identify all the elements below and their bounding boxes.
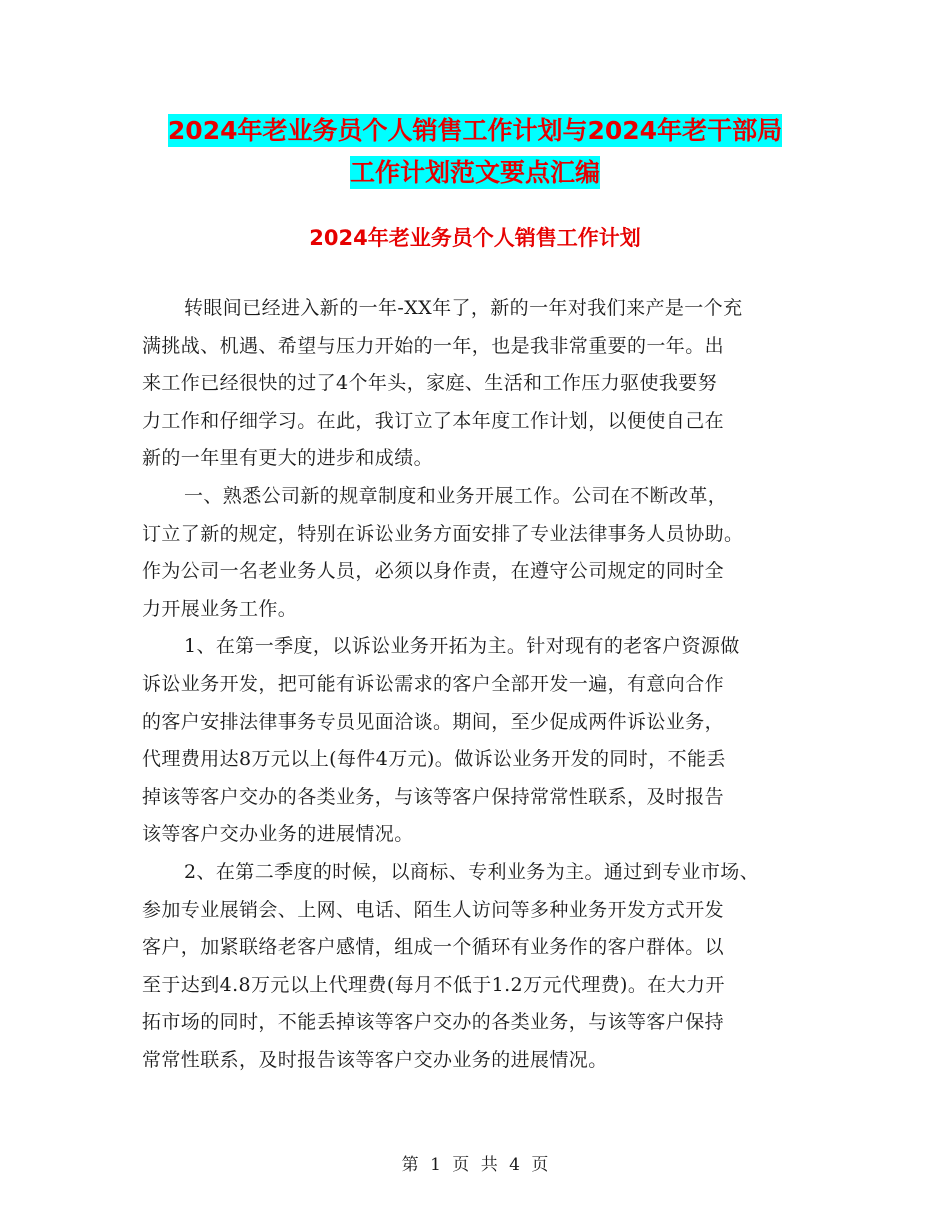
document-title-text-1: 2024年老业务员个人销售工作计划与2024年老干部局 <box>167 116 783 145</box>
paragraph-4-line-3: 客户，加紧联络老客户感情，组成一个循环有业务作的客户群体。以 <box>142 936 725 959</box>
paragraph-4-line-1: 2、在第二季度的时候，以商标、专利业务为主。通过到专业市场、 <box>184 860 760 883</box>
page-footer: 第 1 页 共 4 页 <box>401 1155 549 1175</box>
paragraph-3-line-6: 该等客户交办业务的进展情况。 <box>142 823 414 846</box>
paragraph-3-line-3: 的客户安排法律事务专员见面洽谈。期间，至少促成两件诉讼业务， <box>142 710 725 733</box>
paragraph-1-line-5: 新的一年里有更大的进步和成绩。 <box>142 447 434 470</box>
document-body <box>142 290 822 1079</box>
paragraph-2-line-3: 作为公司一名老业务人员，必须以身作责，在遵守公司规定的同时全 <box>142 560 725 583</box>
paragraph-2-line-4: 力开展业务工作。 <box>142 597 298 620</box>
paragraph-1-line-4: 力工作和仔细学习。在此，我订立了本年度工作计划，以便使自己在 <box>142 409 725 432</box>
paragraph-4-line-4: 至于达到4.8万元以上代理费(每月不低于1.2万元代理费)。在大力开 <box>142 973 725 996</box>
paragraph-3-line-2: 诉讼业务开发，把可能有诉讼需求的客户全部开发一遍，有意向合作 <box>142 672 725 695</box>
paragraph-1-line-3: 来工作已经很快的过了4个年头，家庭、生活和工作压力驱使我要努 <box>142 372 718 395</box>
paragraph-3-line-4: 代理费用达8万元以上(每件4万元)。做诉讼业务开发的同时，不能丢 <box>142 748 726 771</box>
section-heading: 2024年老业务员个人销售工作计划 <box>309 226 641 250</box>
document-title-text-2: 工作计划范文要点汇编 <box>349 158 600 187</box>
document-title-line-1 <box>130 116 820 146</box>
paragraph-1-line-2: 满挑战、机遇、希望与压力开始的一年，也是我非常重要的一年。出 <box>142 334 725 357</box>
paragraph-4-line-2: 参加专业展销会、上网、电话、陌生人访问等多种业务开发方式开发 <box>142 898 725 921</box>
document-title-line-2 <box>130 158 820 188</box>
paragraph-1-line-1: 转眼间已经进入新的一年-XX年了，新的一年对我们来产是一个充 <box>184 297 743 319</box>
paragraph-3-line-1: 1、在第一季度，以诉讼业务开拓为主。针对现有的老客户资源做 <box>184 635 740 658</box>
paragraph-3-line-5: 掉该等客户交办的各类业务，与该等客户保持常常性联系，及时报告 <box>142 785 725 808</box>
paragraph-4-line-5: 拓市场的同时，不能丢掉该等客户交办的各类业务，与该等客户保持 <box>142 1011 725 1034</box>
paragraph-2-line-2: 订立了新的规定，特别在诉讼业务方面安排了专业法律事务人员协助。 <box>142 522 744 545</box>
paragraph-4-line-6: 常常性联系，及时报告该等客户交办业务的进展情况。 <box>142 1048 608 1071</box>
paragraph-2-line-1: 一、熟悉公司新的规章制度和业务开展工作。公司在不断改革， <box>184 484 728 507</box>
